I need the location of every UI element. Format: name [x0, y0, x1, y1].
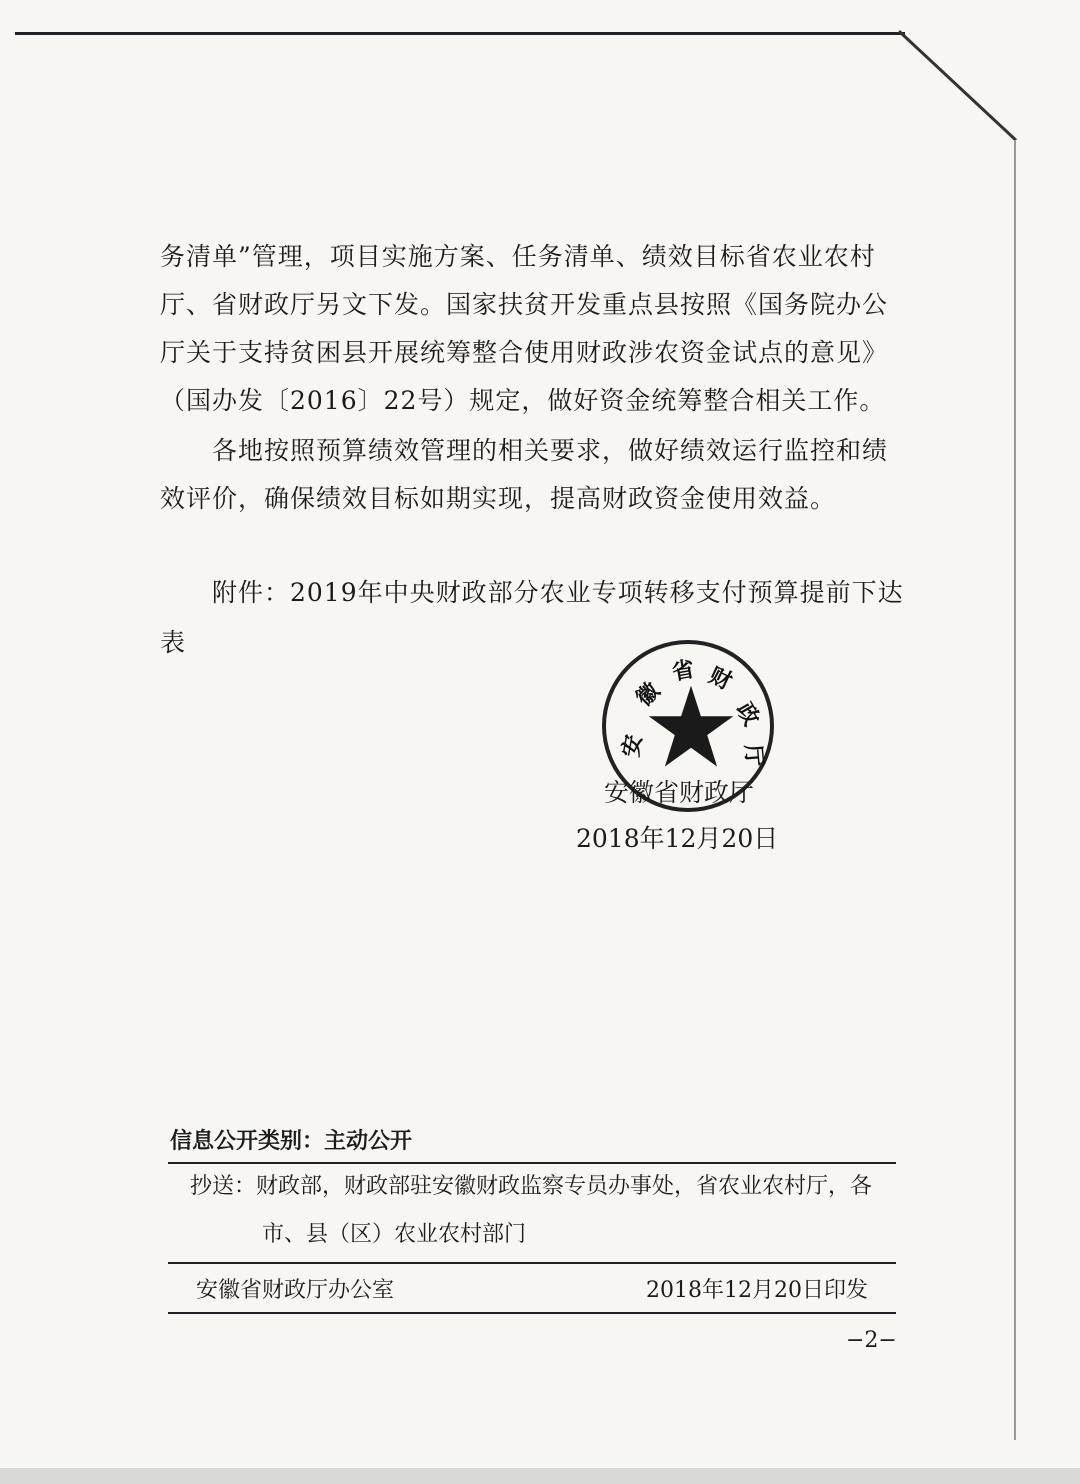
footer-rule-3: [168, 1312, 896, 1314]
body-line-1: 务清单”管理，项目实施方案、任务清单、绩效目标省农业农村: [160, 242, 876, 271]
body-line-4: （国办发〔2016〕22号）规定，做好资金统筹整合相关工作。: [160, 386, 886, 415]
scan-edge-fold: [898, 30, 1017, 141]
page-number: −2−: [846, 1328, 897, 1353]
body-line-6: 效评价，确保绩效目标如期实现，提高财政资金使用效益。: [160, 484, 837, 513]
cc-line-2: 市、县（区）农业农村部门: [262, 1222, 527, 1247]
scan-edge-right: [1014, 140, 1016, 1440]
official-seal: 安 徽 省 财 政 厅: [602, 640, 774, 812]
body-line-5: 各地按照预算绩效管理的相关要求，做好绩效运行监控和绩: [160, 436, 889, 465]
footer-rule-2: [168, 1262, 896, 1264]
print-date: 2018年12月20日印发: [646, 1278, 868, 1303]
attachment-line-1: 附件：2019年中央财政部分农业专项转移支付预算提前下达: [160, 578, 904, 607]
office-name: 安徽省财政厅办公室: [196, 1278, 395, 1303]
body-line-2: 厅、省财政厅另文下发。国家扶贫开发重点县按照《国务院办公: [160, 290, 889, 319]
cc-line-1: 抄送：财政部，财政部驻安徽财政监察专员办事处，省农业农村厅，各: [190, 1174, 873, 1199]
scan-edge-top: [15, 32, 905, 35]
scan-edge-bottom: [0, 1468, 1080, 1484]
issue-date: 2018年12月20日: [576, 824, 779, 853]
footer-rule-1: [168, 1162, 896, 1164]
attachment-line-2: 表: [160, 628, 187, 657]
disclosure-category: 信息公开类别：主动公开: [170, 1128, 413, 1154]
issuer-name: 安徽省财政厅: [604, 778, 755, 807]
body-line-3: 厅关于支持贫困县开展统筹整合使用财政涉农资金试点的意见》: [160, 338, 889, 367]
